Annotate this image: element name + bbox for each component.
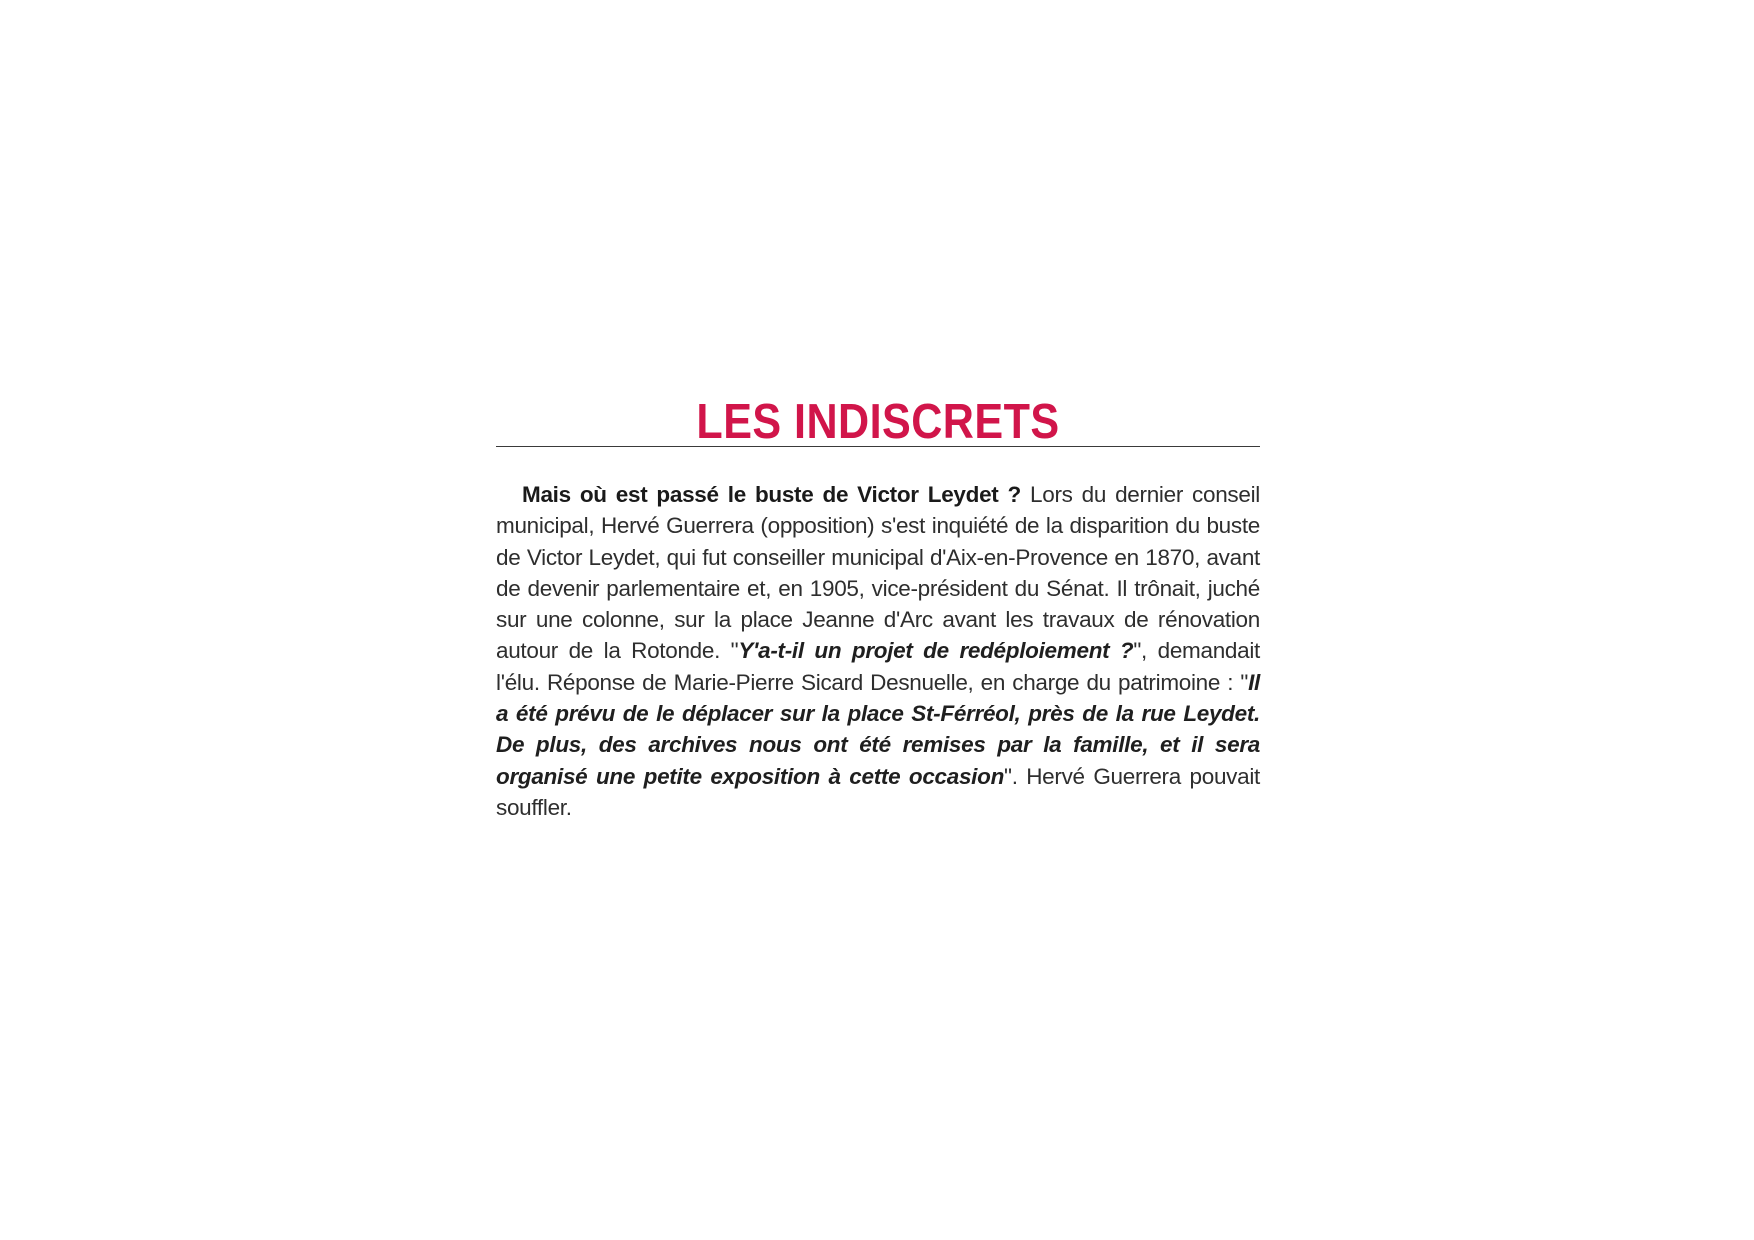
section-title: LES INDISCRETS — [696, 395, 1060, 449]
article-text-3: ". Hervé Guerrera pouvait souffler. — [496, 763, 1260, 820]
article-text-2: ", demandait l'élu. Réponse de Marie-Pierre Sicard Desnuelle, en charge du patrimoine : " — [496, 638, 1260, 695]
article-block — [496, 395, 1260, 846]
section-header — [496, 395, 1260, 449]
article-quote-2: Il a été prévu de le déplacer sur la place St-Férréol, près de la rue Leydet. De plus, des archives nous ont été remises par la famille, et il sera organisé une petite exposition à cette occasion — [496, 669, 1260, 789]
article-text-1: Lors du dernier conseil municipal, Hervé Guerrera (opposition) s'est inquiété de la disparition du buste de Victor Leydet, qui fut conseiller municipal d'Aix-en-Provence en 1870, avant de devenir parlementaire et, en 1905, vice-président du Sénat. Il trônait, juché sur une colonne, sur la place Jeanne d'Arc avant les travaux de rénovation autour de la Rotonde. " — [496, 482, 1260, 664]
article-lead: Mais où est passé le buste de Victor Leydet ? — [522, 482, 1021, 507]
article-quote-1: Y'a-t-il un projet de redéploiement ? — [738, 638, 1134, 664]
article-body — [496, 479, 1260, 823]
